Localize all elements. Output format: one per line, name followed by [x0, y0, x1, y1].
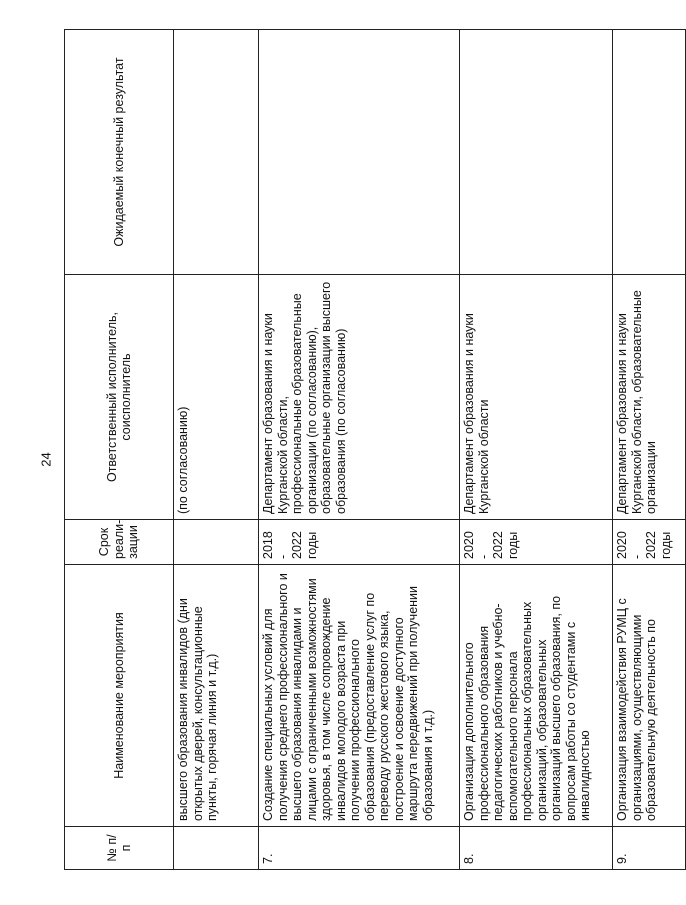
row-name: Организация дополнительного профессионального образования педагогических работников и учебно-вспомогательного персонала профессиональных образовательных организаций, образовательных организаций высшего образования, по вопросам работы со студентами с инвалидностью	[460, 565, 613, 827]
row-result	[613, 30, 686, 275]
row-term	[174, 520, 259, 565]
rotated-page	[64, 30, 673, 870]
row-executor: Департамент образования и науки Курганской области, образовательные организации	[613, 275, 686, 520]
row-num: 8.	[460, 827, 613, 870]
row-result	[460, 30, 613, 275]
row-num: 7.	[259, 827, 460, 870]
row-executor: Департамент образования и науки Курганской области	[460, 275, 613, 520]
row-term: 2020 - 2022 годы	[460, 520, 613, 565]
header-name: Наименование мероприятия	[65, 565, 174, 827]
row-name: Создание специальных условий для получения среднего профессионального и высшего образования инвалидами и лицами с ограниченными возможностями здоровья, в том числе сопровождение инвалидов молодого возраста при получении профессионального образования (предоставление услуг по переводу русского жестового языка, построение и освоение доступного маршрута передвижений при получении образования и т.д.)	[259, 565, 460, 827]
row-result	[174, 30, 259, 275]
table-row	[613, 30, 686, 870]
row-name: высшего образования инвалидов (дни открытых дверей, консультационные пункты, горячая линия и т.д.)	[174, 565, 259, 827]
measures-table	[64, 29, 686, 870]
table-header-row	[65, 30, 174, 870]
header-term: Срок реали-зации	[65, 520, 174, 565]
table-row	[174, 30, 259, 870]
row-num	[174, 827, 259, 870]
row-name: Организация взаимодействия РУМЦ с организациями, осуществляющими образовательную деятельность по	[613, 565, 686, 827]
row-result	[259, 30, 460, 275]
row-term: 2020 - 2022 годы	[613, 520, 686, 565]
header-executor: Ответственный исполнитель, соисполнитель	[65, 275, 174, 520]
header-num: № п/п	[65, 827, 174, 870]
row-executor: Департамент образования и науки Курганской области, профессиональные образовательные организации (по согласованию), образовательные организации высшего образования (по согласованию)	[259, 275, 460, 520]
table-row	[460, 30, 613, 870]
row-term: 2018 - 2022 годы	[259, 520, 460, 565]
page-number: 24	[38, 452, 54, 467]
table-row	[259, 30, 460, 870]
row-executor: (по согласованию)	[174, 275, 259, 520]
header-result: Ожидаемый конечный результат	[65, 30, 174, 275]
row-num: 9.	[613, 827, 686, 870]
